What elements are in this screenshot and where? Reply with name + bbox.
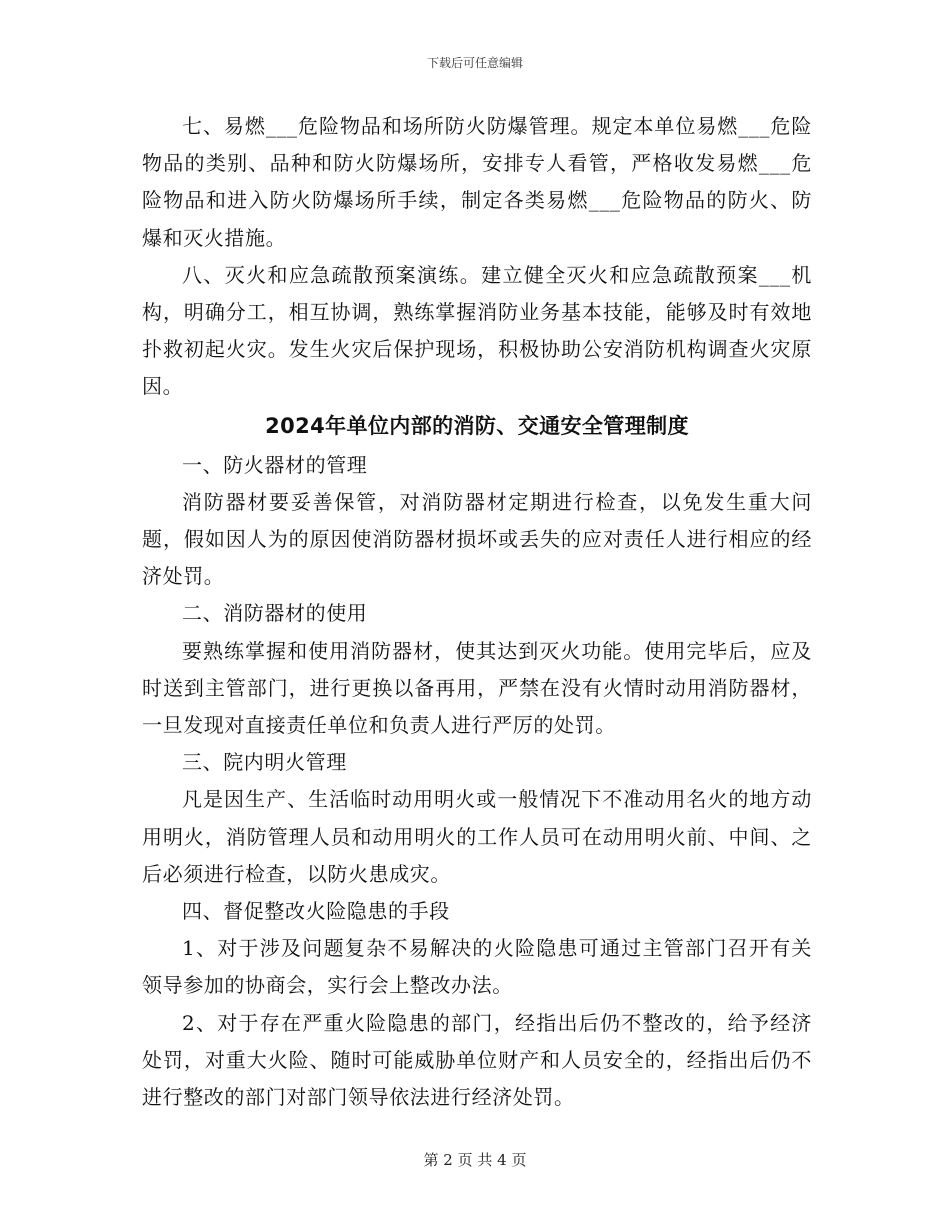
section-heading-3: 三、院内明火管理 [182,750,347,775]
section-body-4-item-2: 2、对于存在严重火险隐患的部门，经指出后仍不整改的，给予经济处罚，对重大火险、随时可能威胁单位财产和人员安全的，经指出后仍不进行整改的部门对部门领导依法进行经济处罚。 [142,1010,812,1110]
page-header: 下载后可任意编辑 [426,56,523,70]
section-heading-2: 二、消防器材的使用 [182,601,368,626]
page-footer: 第 2 页 共 4 页 [423,1151,527,1169]
paragraph-item-7: 七、易燃___危险物品和场所防火防爆管理。规定本单位易燃___危险物品的类别、品种和防火防爆场所，安排专人看管，严格收发易燃___危险物品和进入防火防爆场所手续，制定各类易燃___危险物品的防火、防爆和灭火措施。 [142,114,812,250]
section-body-3: 凡是因生产、生活临时动用明火或一般情况下不准动用名火的地方动用明火，消防管理人员和动用明火的工作人员可在动用明火前、中间、之后必须进行检查，以防火患成灾。 [142,787,812,886]
document-body [142,108,812,1124]
paragraph-item-8: 八、灭火和应急疏散预案演练。建立健全灭火和应急疏散预案___机构，明确分工，相互协调，熟练掌握消防业务基本技能，能够及时有效地扑救初起火灾。发生火灾后保护现场，积极协助公安消防机构调查火灾原因。 [142,262,812,399]
section-body-1: 消防器材要妥善保管，对消防器材定期进行检查，以免发生重大问题，假如因人为的原因使消防器材损坏或丢失的应对责任人进行相应的经济处罚。 [142,489,812,589]
section-heading-1: 一、防火器材的管理 [182,452,368,477]
section-body-4-item-1: 1、对于涉及问题复杂不易解决的火险隐患可通过主管部门召开有关领导参加的协商会，实行会上整改办法。 [142,936,812,998]
section-heading-4: 四、督促整改火险隐患的手段 [182,899,450,924]
section-body-2: 要熟练掌握和使用消防器材，使其达到灭火功能。使用完毕后，应及时送到主管部门，进行更换以备再用，严禁在没有火情时动用消防器材，一旦发现对直接责任单位和负责人进行严厉的处罚。 [142,638,812,738]
document-title: 2024年单位内部的消防、交通安全管理制度 [265,413,689,438]
